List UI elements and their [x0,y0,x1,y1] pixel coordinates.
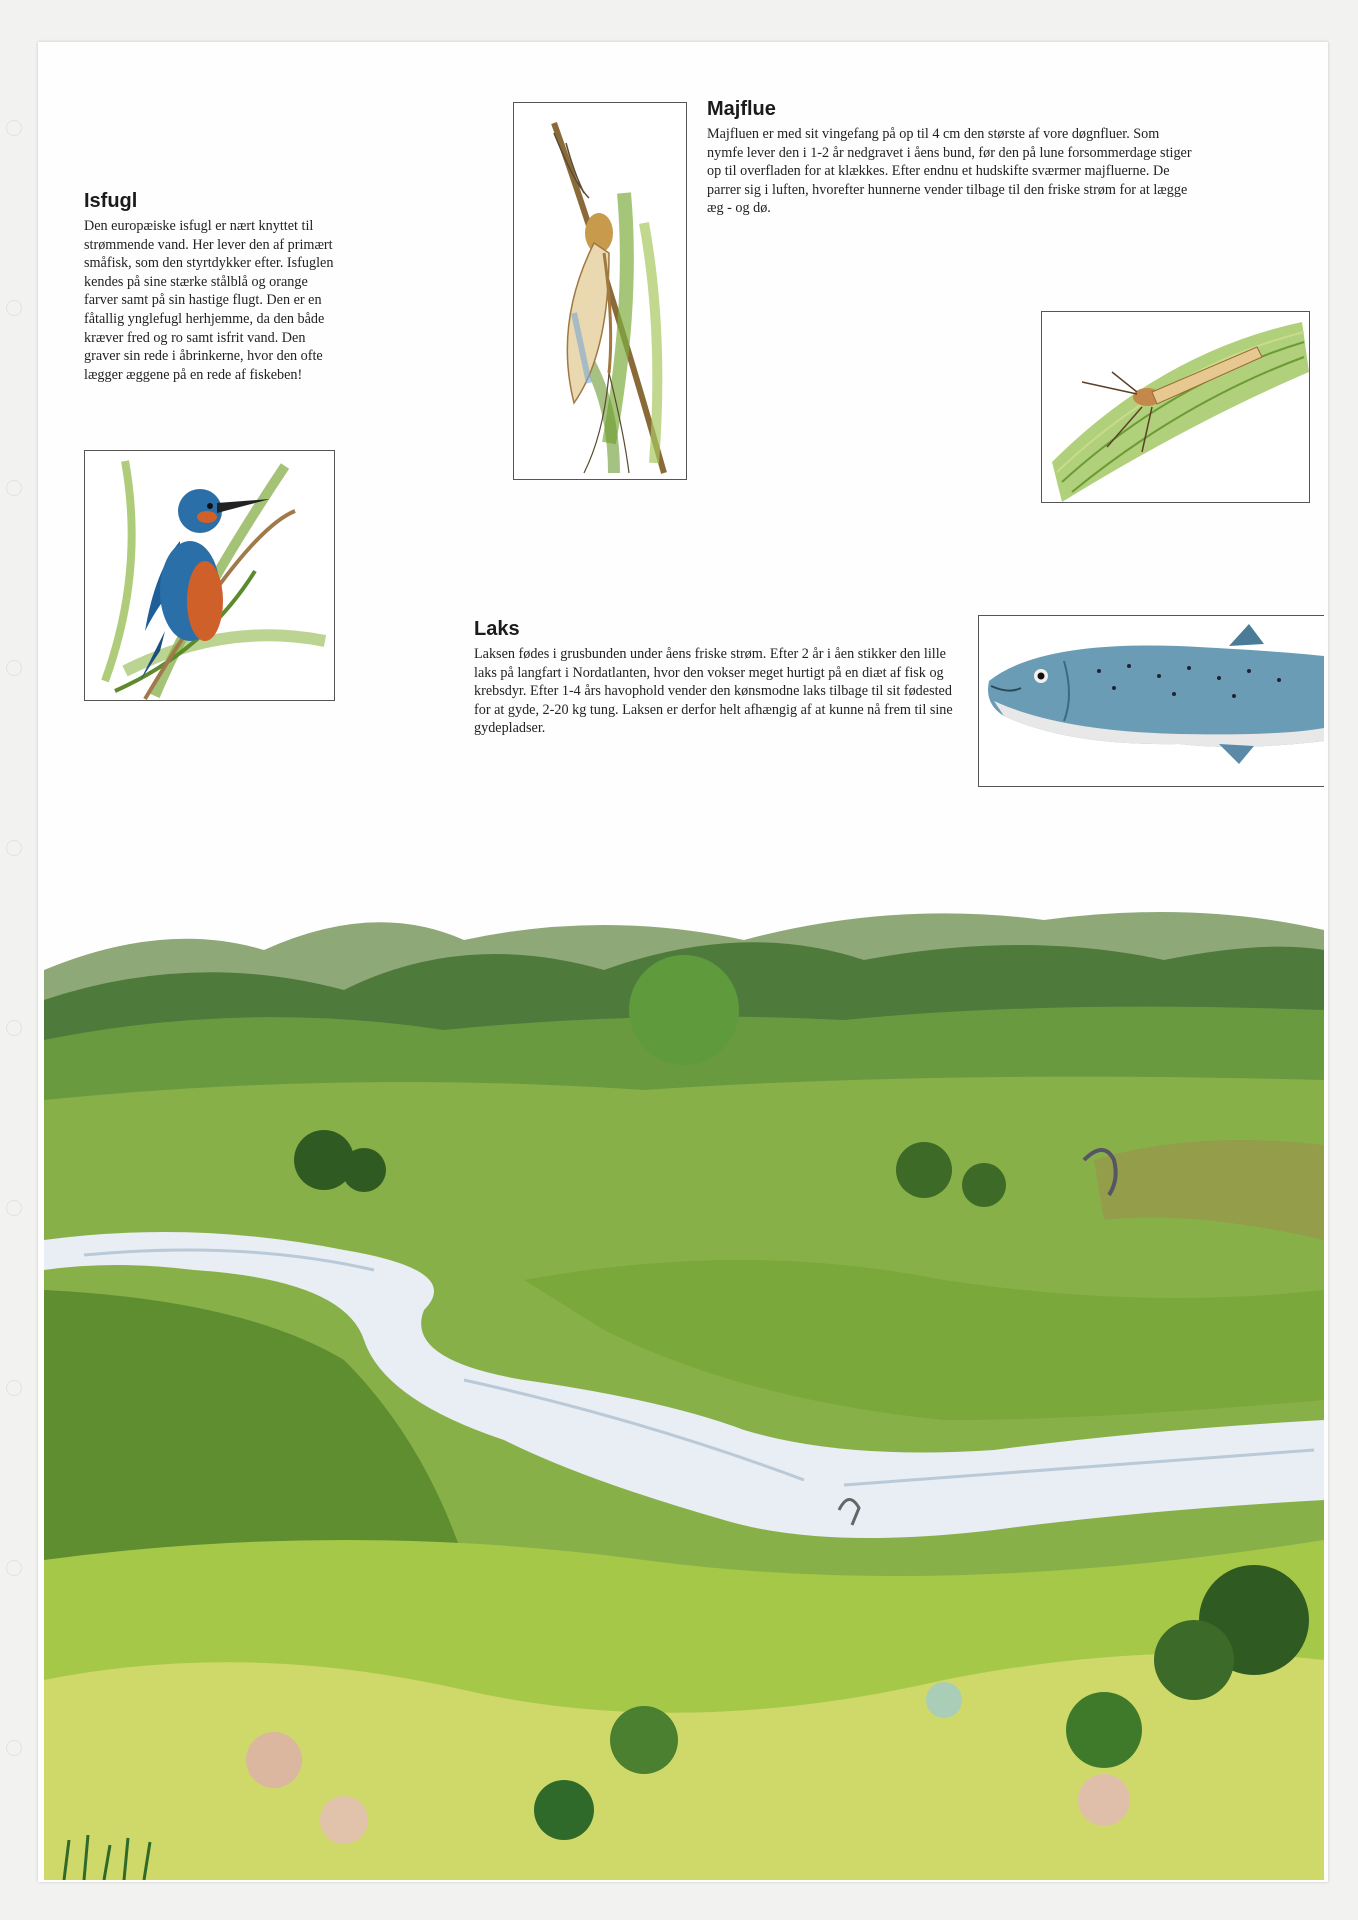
majflue-text: Majfluen er med sit vingefang på op til 4 cm den største af vore døgnfluer. Som nymfe lever den i 1-2 år nedgravet i åens bund, før den på lune forsommerdage stiger op til overfladen for at klækkes. Efter endnu et hudskifte sværmer majfluerne. De parrer sig i luften, hvorefter hunnerne vender tilbage til den friske strøm for at lægge æg - og dø. [707,126,1192,217]
majflue-section [707,98,1197,218]
river-landscape-illustration [44,860,1324,1880]
laks-heading: Laks [474,618,520,640]
isfugl-text: Den europæiske isfugl er nært knyttet til strømmende vand. Her lever den af primært småfisk, som den styrtdykker efter. Isfuglen kendes på sine stærke stålblå og orange farver samt på sin hastige flugt. Den er en fåtallig ynglefugl herhjemme, da den både kræver fred og ro samt isfrit vand. Den graver sin rede i åbrinkerne, hvor den ofte lægger æggene på en rede af fiskeben! [84,218,334,383]
isfugl-section [84,190,334,384]
majflue-heading: Majflue [707,98,776,120]
mayfly-illustration [513,102,687,480]
salmon-illustration [978,615,1324,787]
laks-section [474,618,966,738]
laks-text: Laksen fødes i grusbunden under åens friske strøm. Efter 2 år i åen stikker den lille laks på langfart i Nordatlanten, hvor den vokser meget hurtigt på en diæt af fisk og krebsdyr. Efter 1-4 års havophold vender den kønsmodne laks tilbage til sit fødested for at gyde, 2-20 kg tung. Laksen er derfor helt afhængig af at kunne nå frem til sine gydepladser. [474,646,953,737]
isfugl-heading: Isfugl [84,190,138,212]
sleeve-holes [6,0,26,1920]
kingfisher-illustration [84,450,335,701]
caddis-illustration [1041,311,1310,503]
